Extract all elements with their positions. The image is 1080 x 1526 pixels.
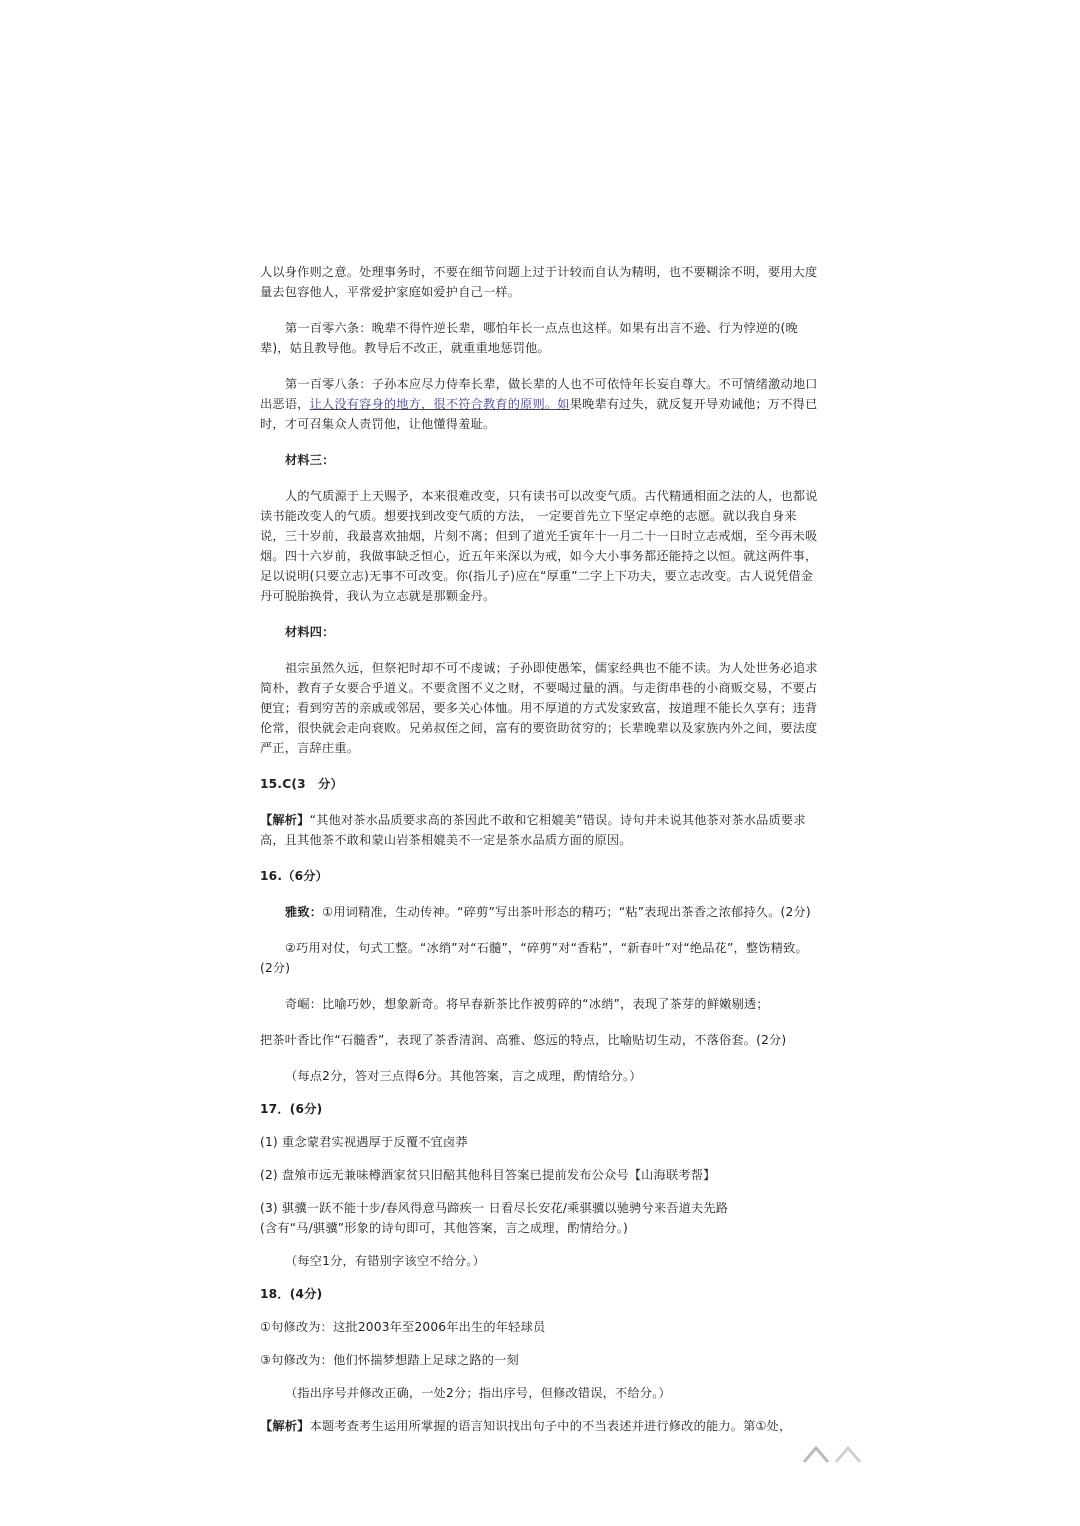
elegant-label: 雅致：	[285, 905, 323, 919]
article-108-underlined-text: 让人没有容身的地方，很不符合教育的原则。如	[309, 397, 570, 411]
analysis-tag: 【解析】	[260, 813, 310, 827]
heading-material-3: 材料三：	[285, 453, 335, 467]
question-18-note: （指出序号并修改正确，一处2分；指出序号，但修改错误，不给分。）	[285, 1386, 671, 1400]
question-16-note: （每点2分，答对三点得6分。其他答案，言之成理，酌情给分。）	[285, 1069, 642, 1083]
paragraph-material-4: 祖宗虽然久远，但祭祀时却不可不虔诚；子孙即使愚笨，儒家经典也不能不读。为人处世务必追求简朴，教育子女要合乎道义。不要贪图不义之财，不要喝过量的酒。与走街串巷的小商贩交易，不要占便宜；看到穷苦的亲戚或邻居，要多关心体恤。用不厚道的方式发家致富，按道理不能长久享有；违背伦常，很快就会走向衰败。兄弟叔侄之间，富有的要资助贫穷的；长辈晚辈以及家族内外之间，要法度严正，言辞庄重。	[260, 661, 818, 755]
document-page	[260, 262, 820, 1436]
question-18-header: 18．(4分)	[260, 1287, 323, 1301]
question-18-analysis	[260, 1416, 820, 1436]
question-16-point-a	[260, 902, 820, 922]
heading-material-4: 材料四：	[285, 625, 335, 639]
question-18-answer-3: ③句修改为：他们怀揣梦想踏上足球之路的一刻	[260, 1353, 519, 1367]
article-108-text-a: 第一百零八条：子孙本应尽力侍奉长辈，做长辈的人也不可依恃年长妄自尊大。不可情绪激动地口出恶语，	[260, 377, 818, 411]
paragraph-article-106: 第一百零六条：晚辈不得忤逆长辈，哪怕年长一点点也这样。如果有出言不逊、行为悖逆的(晚辈)，姑且教导他。教导后不改正，就重重地惩罚他。	[260, 321, 798, 355]
point-a-text: ①用词精准，生动传神。“碎剪”写出茶叶形态的精巧；“粘”表现出茶香之浓郁持久。(2分)	[322, 905, 811, 919]
analysis-text: 本题考查考生运用所掌握的语言知识找出句子中的不当表述并进行修改的能力。第①处，	[309, 1419, 792, 1433]
question-16-header: 16.（6分）	[260, 869, 329, 883]
watermark-arrows-icon	[800, 1436, 870, 1466]
question-17-note: （每空1分，有错别字该空不给分。）	[285, 1254, 486, 1268]
question-16-point-c: 奇崛：比喻巧妙，想象新奇。将早春新茶比作被剪碎的“冰绡”，表现了茶芽的鲜嫩剔透；	[285, 997, 769, 1011]
question-17-answer-1: (1) 重念蒙君实视遇厚于反覆不宜卤莽	[260, 1135, 468, 1149]
article-108-text-b: 果晚辈有过失，就反复开导劝诫他；万不得已时，才可召集众人责罚他，让他懂得羞耻。	[260, 397, 818, 431]
question-18-answer-1: ①句修改为：这批2003年至2006年出生的年轻球员	[260, 1320, 546, 1334]
question-17-answer-3: (3) 骐骥一跃不能十步/春风得意马蹄疾一 日看尽长安花/乘骐骥以驰骋兮来吾道夫先路	[260, 1201, 729, 1215]
question-15-analysis	[260, 810, 820, 850]
paragraph-intro: 人以身作则之意。处理事务时，不要在细节问题上过于计较而自认为精明，也不要糊涂不明，要用大度量去包容他人，平常爱护家庭如爱护自己一样。	[260, 265, 818, 299]
paragraph-article-108	[260, 374, 820, 434]
question-17-answer-2: (2) 盘飧市远无兼味樽酒家贫只旧醅其他科目答案已提前发布公众号【山海联考帮】	[260, 1168, 716, 1182]
analysis-tag: 【解析】	[260, 1419, 310, 1433]
question-17-header: 17．(6分)	[260, 1102, 323, 1116]
paragraph-material-3: 人的气质源于上天赐予，本来很难改变，只有读书可以改变气质。古代精通相面之法的人，也都说读书能改变人的气质。想要找到改变气质的方法， 一定要首先立下坚定卓绝的志愿。就以我自身来说，三十岁前，我最喜欢抽烟，片刻不离；但到了道光壬寅年十一月二十一日时立志戒烟，至今再未吸烟。四十六岁前，我做事缺乏恒心，近五年来深以为戒，如今大小事务都还能持之以恒。就这两件事，足以说明(只要立志)无事不可改变。你(指儿子)应在“厚重”二字上下功夫，要立志改变。古人说凭借金丹可脱胎换骨，我认为立志就是那颗金丹。	[260, 489, 818, 603]
analysis-text: “其他对茶水品质要求高的茶因此不敢和它相媲美”错误。诗句并未说其他茶对茶水品质要求高，且其他茶不敢和蒙山岩茶相媲美不一定是茶水品质方面的原因。	[260, 813, 806, 847]
question-15-header: 15.C(3 分）	[260, 777, 343, 791]
question-17-answer-3-note: (含有“马/骐骥”形象的诗句即可，其他答案，言之成理，酌情给分。)	[260, 1221, 628, 1235]
question-16-point-d: 把茶叶香比作“石髓香”，表现了茶香清润、高雅、悠远的特点，比喻贴切生动，不落俗套。(2分)	[260, 1033, 787, 1047]
question-16-point-b: ②巧用对仗，句式工整。“冰绡”对“石髓”，“碎剪”对“香粘”，“新春叶”对“绝品花”，整饬精致。(2分)	[260, 941, 808, 975]
